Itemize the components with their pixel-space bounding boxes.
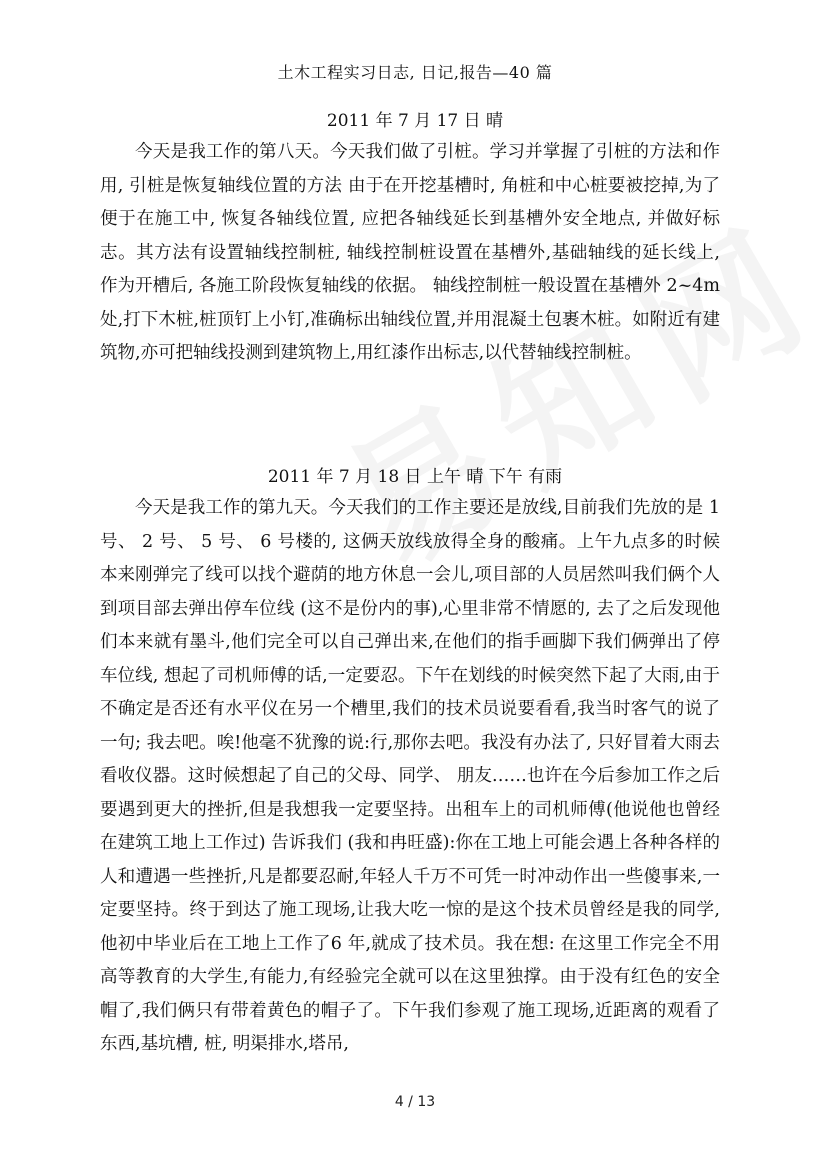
- entry-body-1: 今天是我工作的第八天。今天我们做了引桩。学习并掌握了引桩的方法和作用, 引桩是恢复轴线位置的方法 由于在开挖基槽时, 角桩和中心桩要被挖掉,为了便于在施工中, 恢复各轴线位置, 应把各轴线延长到基槽外安全地点, 并做好标志。其方法有设置轴线控制桩, 轴线控制桩设置在基槽外,基础轴线的延长线上, 作为开槽后, 各施工阶段恢复轴线的依据。 轴线控制桩一般设置在基槽外 2~4m 处,打下木桩,桩顶钉上小钉,准确标出轴线位置,并用混凝土包裹木桩。如附近有建筑物,亦可把轴线投测到建筑物上,用红漆作出标志,以代替轴线控制桩。: [100, 142, 720, 363]
- entry-date-heading-2: 2011 年 7 月 18 日 上午 晴 下午 有雨: [267, 467, 563, 487]
- document-title: 土木工程实习日志, 日记,报告—40 篇: [277, 63, 553, 82]
- page-number: 4 / 13: [394, 1094, 436, 1110]
- entry-date-heading-1: 2011 年 7 月 17 日 晴: [326, 111, 504, 131]
- entry-body-2: 今天是我工作的第九天。今天我们的工作主要还是放线,目前我们先放的是 1 号、 2 号、 5 号、 6 号楼的, 这俩天放线放得全身的酸痛。上午九点多的时候本来刚弹完了线可以找个避荫的地方休息一会儿,项目部的人员居然叫我们俩个人到项目部去弹出停车位线 (这不是份内的事),心里非常不情愿的, 去了之后发现他们本来就有墨斗,他们完全可以自己弹出来,在他们的指手画脚下我们俩弹出了停车位线, 想起了司机师傅的话,一定要忍。下午在划线的时候突然下起了大雨,由于不确定是否还有水平仪在另一个槽里,我们的技术员说要看看,我当时客气的说了一句; 我去吧。唉!他毫不犹豫的说:行,那你去吧。我没有办法了, 只好冒着大雨去看收仪器。这时候想起了自己的父母、同学、 朋友……也许在今后参加工作之后要遇到更大的挫折,但是我想我一定要坚持。出租车上的司机师傅(他说他也曾经在建筑工地上工作过) 告诉我们 (我和冉旺盛):你在工地上可能会遇上各种各样的人和遭遇一些挫折,凡是都要忍耐,年轻人千万不可凭一时冲动作出一些傻事来,一定要坚持。终于到达了施工现场,让我大吃一惊的是这个技术员曾经是我的同学,他初中毕业后在工地上工作了6 年,就成了技术员。我在想: 在这里工作完全不用高等教育的大学生,有能力,有经验完全就可以在这里独撑。由于没有红色的安全帽了,我们俩只有带着黄色的帽子了。下午我们参观了施工现场,近距离的观看了东西,基坑槽, 桩, 明渠排水,塔吊,: [100, 498, 720, 1054]
